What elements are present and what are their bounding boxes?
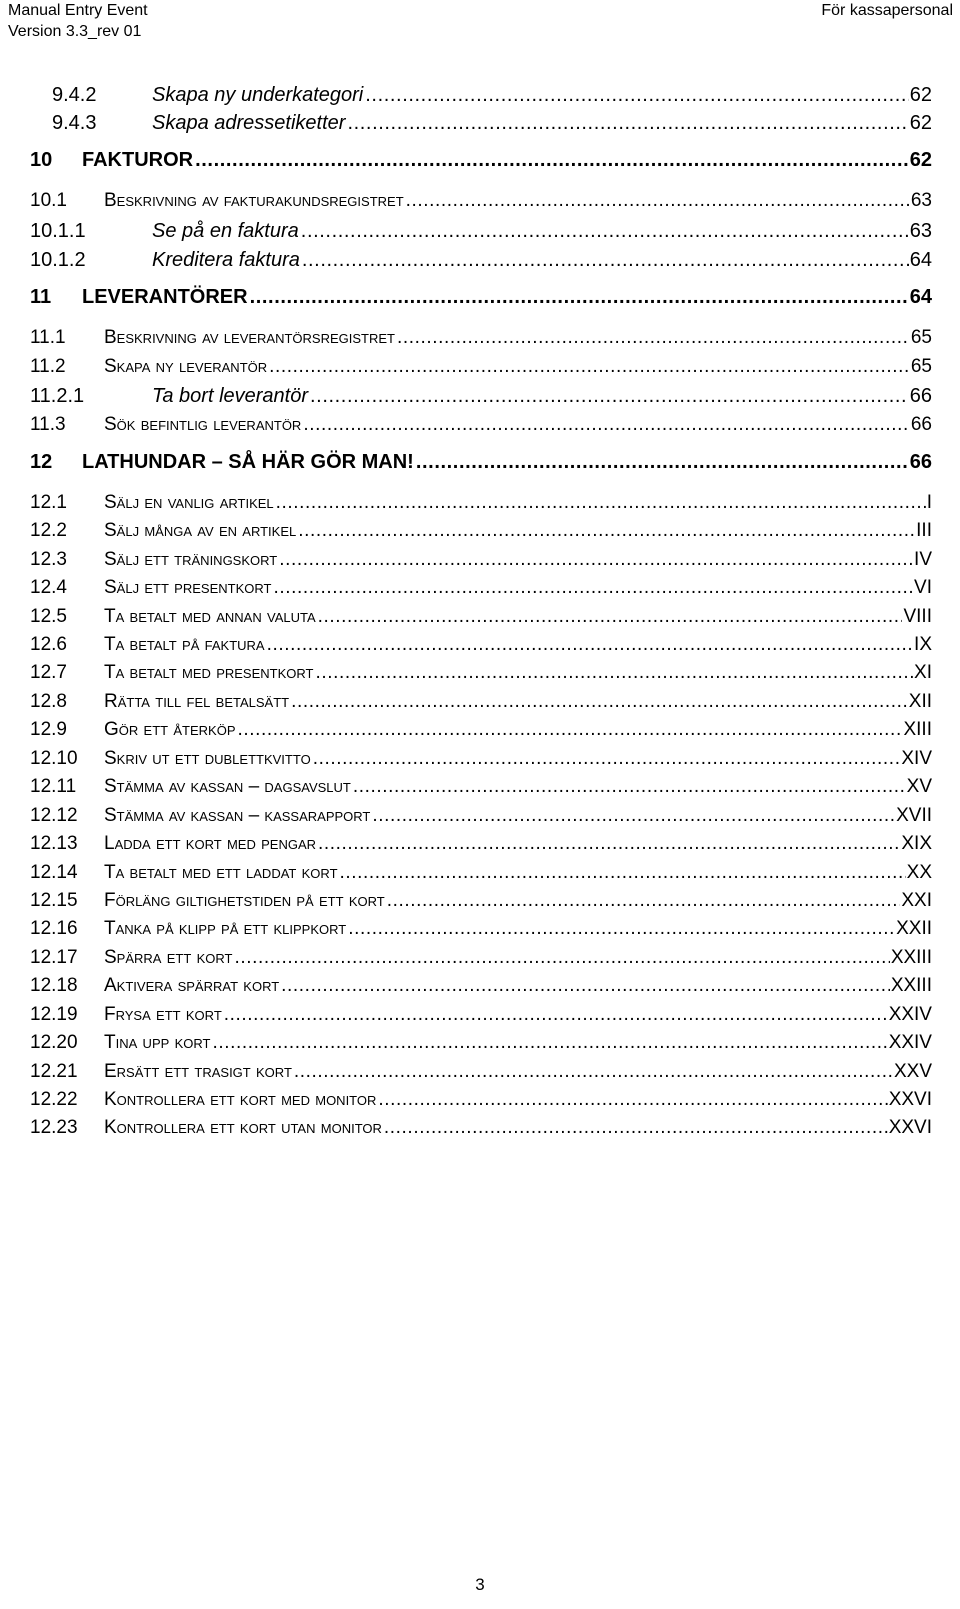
toc-entry-number: 12.2 — [30, 520, 67, 541]
toc-entry-title: Rätta till fel betalsätt — [104, 691, 290, 712]
toc-entry-number: 9.4.3 — [52, 112, 97, 134]
toc-entry[interactable] — [30, 606, 932, 636]
toc-entry[interactable] — [30, 662, 932, 692]
toc-dot-leader — [387, 890, 901, 912]
toc-entry[interactable] — [30, 492, 932, 522]
toc-entry-page: 64 — [909, 249, 932, 271]
toc-entry-title: Tanka på klipp på ett klippkort — [104, 918, 347, 939]
toc-entry-number: 12.9 — [30, 719, 67, 740]
toc-entry[interactable] — [30, 520, 932, 550]
toc-entry-title: Spärra ett kort — [104, 947, 233, 968]
toc-entry-title: Sälj många av en artikel — [104, 520, 297, 541]
toc-entry-page: XXVI — [888, 1117, 932, 1138]
toc-entry-page: 65 — [910, 356, 932, 377]
toc-entry-number: 10.1.2 — [30, 249, 86, 271]
toc-entry-title: Kreditera faktura — [152, 249, 300, 271]
toc-entry[interactable] — [30, 862, 932, 892]
toc-entry-number: 12.21 — [30, 1061, 78, 1082]
toc-entry[interactable] — [30, 549, 932, 579]
toc-dot-leader — [347, 112, 908, 135]
toc-entry-number: 12.16 — [30, 918, 78, 939]
toc-dot-leader — [276, 492, 926, 514]
toc-entry-title: Ta betalt på faktura — [104, 634, 265, 655]
toc-entry[interactable] — [30, 890, 932, 920]
toc-dot-leader — [279, 549, 913, 571]
toc-dot-leader — [365, 84, 909, 107]
toc-dot-leader — [315, 662, 913, 684]
toc-entry-title: Sälj en vanlig artikel — [104, 492, 274, 513]
toc-entry-page: 62 — [909, 84, 932, 106]
toc-dot-leader — [291, 691, 908, 713]
toc-entry-page: VI — [914, 577, 932, 598]
toc-entry-title: Ta betalt med presentkort — [104, 662, 314, 683]
toc-dot-leader — [310, 385, 909, 408]
toc-entry-title: Ta betalt med ett laddat kort — [104, 862, 338, 883]
toc-entry-title: Beskrivning av fakturakundsregistret — [104, 190, 404, 211]
toc-entry-page: XVII — [896, 805, 932, 826]
toc-entry-page: I — [926, 492, 932, 513]
toc-entry-title: Stämma av kassan – kassarapport — [104, 805, 371, 826]
toc-dot-leader — [298, 520, 915, 542]
toc-dot-leader — [384, 1117, 888, 1139]
toc-entry-page: 66 — [910, 414, 932, 435]
toc-dot-leader — [397, 327, 910, 349]
toc-entry[interactable] — [30, 748, 932, 778]
toc-entry[interactable] — [30, 719, 932, 749]
toc-entry-page: XXII — [896, 918, 932, 939]
toc-entry[interactable] — [30, 947, 932, 977]
toc-entry[interactable] — [30, 414, 932, 444]
toc-entry-page: 63 — [909, 220, 932, 242]
toc-dot-leader — [224, 1004, 888, 1026]
toc-entry-number: 12.20 — [30, 1032, 78, 1053]
toc-entry-number: 12.1 — [30, 492, 67, 513]
toc-entry[interactable] — [30, 356, 932, 386]
toc-dot-leader — [416, 451, 909, 474]
toc-entry-page: 66 — [909, 451, 932, 473]
toc-dot-leader — [212, 1032, 887, 1054]
toc-entry-page: 62 — [909, 149, 932, 171]
toc-entry-page: XIII — [903, 719, 932, 740]
toc-dot-leader — [406, 190, 910, 212]
toc-entry[interactable] — [52, 84, 932, 114]
toc-entry-title: Tina upp kort — [104, 1032, 211, 1053]
toc-entry[interactable] — [30, 1032, 932, 1062]
toc-entry[interactable] — [30, 149, 932, 179]
running-header-right: För kassapersonal — [821, 2, 953, 19]
toc-entry-number: 12.22 — [30, 1089, 78, 1110]
toc-entry-number: 12.8 — [30, 691, 67, 712]
toc-entry[interactable] — [30, 833, 932, 863]
toc-entry-page: XXV — [893, 1061, 932, 1082]
toc-entry-title: Skapa adressetiketter — [152, 112, 346, 134]
toc-entry-number: 12.11 — [30, 776, 77, 797]
toc-entry-title: Sälj ett träningskort — [104, 549, 278, 570]
toc-dot-leader — [303, 414, 910, 436]
toc-entry-title: FAKTUROR — [82, 149, 194, 171]
toc-entry-page: XV — [906, 776, 932, 797]
toc-entry-title: Skapa ny leverantör — [104, 356, 268, 377]
toc-entry-number: 12.18 — [30, 975, 78, 996]
toc-entry-page: III — [916, 520, 932, 541]
toc-dot-leader — [267, 634, 913, 656]
toc-entry-number: 10 — [30, 149, 53, 171]
toc-entry-page: XI — [914, 662, 932, 683]
toc-entry[interactable] — [30, 805, 932, 835]
toc-entry-number: 12.7 — [30, 662, 67, 683]
toc-entry[interactable] — [30, 691, 932, 721]
toc-entry-page: 62 — [909, 112, 932, 134]
toc-entry[interactable] — [30, 1061, 932, 1091]
toc-entry-page: 64 — [909, 286, 932, 308]
toc-entry-page: VIII — [903, 606, 932, 627]
toc-entry-title: Skapa ny underkategori — [152, 84, 364, 106]
toc-entry-title: Gör ett återköp — [104, 719, 236, 740]
toc-entry[interactable] — [30, 1089, 932, 1119]
toc-entry[interactable] — [30, 1004, 932, 1034]
toc-entry-number: 12.12 — [30, 805, 78, 826]
toc-entry[interactable] — [52, 112, 932, 142]
toc-dot-leader — [318, 833, 900, 855]
toc-entry-page: IV — [914, 549, 932, 570]
toc-entry-page: XX — [906, 862, 932, 883]
toc-dot-leader — [318, 606, 903, 628]
toc-entry-title: Se på en faktura — [152, 220, 299, 242]
toc-dot-leader — [294, 1061, 893, 1083]
toc-entry-title: Ladda ett kort med pengar — [104, 833, 317, 854]
toc-entry[interactable] — [30, 190, 932, 220]
toc-entry-page: 63 — [910, 190, 932, 211]
toc-dot-leader — [348, 918, 895, 940]
toc-entry-title: Aktivera spärrat kort — [104, 975, 280, 996]
toc-entry-title: Förläng giltighetstiden på ett kort — [104, 890, 385, 911]
toc-dot-leader — [269, 356, 910, 378]
toc-entry[interactable] — [30, 385, 932, 415]
toc-entry-page: XXIII — [890, 947, 932, 968]
toc-entry[interactable] — [30, 776, 932, 806]
toc-entry-number: 11 — [30, 286, 52, 308]
toc-entry-number: 12.13 — [30, 833, 78, 854]
toc-entry-number: 10.1 — [30, 190, 67, 211]
toc-entry-number: 12.4 — [30, 577, 67, 598]
toc-entry-page: 66 — [909, 385, 932, 407]
toc-dot-leader — [250, 286, 909, 309]
toc-entry-number: 12.19 — [30, 1004, 78, 1025]
toc-entry-title: LATHUNDAR – SÅ HÄR GÖR MAN! — [82, 451, 414, 473]
toc-dot-leader — [378, 1089, 887, 1111]
toc-entry-page: XXIII — [890, 975, 932, 996]
toc-entry-number: 11.1 — [30, 327, 66, 348]
toc-dot-leader — [302, 249, 909, 272]
toc-entry-title: Frysa ett kort — [104, 1004, 222, 1025]
toc-dot-leader — [281, 975, 890, 997]
toc-entry-page: XXI — [901, 890, 932, 911]
toc-entry-number: 12.5 — [30, 606, 67, 627]
toc-entry-page: XIV — [901, 748, 932, 769]
toc-entry-title: Sälj ett presentkort — [104, 577, 272, 598]
toc-entry-number: 12.23 — [30, 1117, 78, 1138]
document-title: Manual Entry Event — [8, 2, 148, 19]
toc-dot-leader — [238, 719, 903, 741]
toc-entry[interactable] — [30, 451, 932, 481]
toc-dot-leader — [313, 748, 901, 770]
toc-entry-title: Sök befintlig leverantör — [104, 414, 302, 435]
toc-dot-leader — [372, 805, 895, 827]
toc-entry[interactable] — [30, 286, 932, 316]
toc-dot-leader — [340, 862, 906, 884]
toc-entry-page: XIX — [901, 833, 932, 854]
toc-entry[interactable] — [30, 975, 932, 1005]
toc-entry[interactable] — [30, 577, 932, 607]
toc-entry-title: Skriv ut ett dublettkvitto — [104, 748, 311, 769]
toc-entry-page: 65 — [910, 327, 932, 348]
toc-dot-leader — [301, 220, 909, 243]
toc-entry-title: Stämma av kassan – dagsavslut — [104, 776, 351, 797]
toc-entry-number: 12.15 — [30, 890, 78, 911]
toc-entry-number: 9.4.2 — [52, 84, 97, 106]
toc-dot-leader — [353, 776, 906, 798]
toc-entry-title: Ta bort leverantör — [152, 385, 309, 407]
toc-dot-leader — [234, 947, 889, 969]
toc-entry[interactable] — [30, 918, 932, 948]
toc-entry-number: 12.10 — [30, 748, 78, 769]
toc-entry-number: 11.2.1 — [30, 385, 85, 407]
toc-entry-title: Kontrollera ett kort utan monitor — [104, 1117, 382, 1138]
toc-entry-title: Ta betalt med annan valuta — [104, 606, 316, 627]
toc-entry-number: 12.17 — [30, 947, 78, 968]
toc-entry[interactable] — [30, 634, 932, 664]
toc-entry-title: Ersätt ett trasigt kort — [104, 1061, 292, 1082]
toc-entry-page: XXVI — [888, 1089, 932, 1110]
toc-entry-number: 12.6 — [30, 634, 67, 655]
toc-entry-number: 12 — [30, 451, 53, 473]
toc-entry[interactable] — [30, 249, 932, 279]
toc-dot-leader — [195, 149, 909, 172]
toc-entry-number: 11.3 — [30, 414, 66, 435]
page-number: 3 — [475, 1575, 485, 1594]
toc-entry-page: XXIV — [888, 1004, 932, 1025]
toc-dot-leader — [273, 577, 913, 599]
toc-entry[interactable] — [30, 327, 932, 357]
toc-entry-title: Kontrollera ett kort med monitor — [104, 1089, 377, 1110]
toc-entry[interactable] — [30, 220, 932, 250]
toc-entry-number: 11.2 — [30, 356, 66, 377]
toc-entry-page: XXIV — [888, 1032, 932, 1053]
toc-entry-number: 10.1.1 — [30, 220, 86, 242]
toc-entry-title: Beskrivning av leverantörsregistret — [104, 327, 395, 348]
toc-entry-number: 12.14 — [30, 862, 78, 883]
toc-entry-page: IX — [914, 634, 932, 655]
toc-entry-title: LEVERANTÖRER — [82, 286, 248, 308]
document-version: Version 3.3_rev 01 — [8, 23, 142, 40]
toc-entry-page: XII — [908, 691, 932, 712]
toc-entry[interactable] — [30, 1117, 932, 1147]
toc-entry-number: 12.3 — [30, 549, 67, 570]
